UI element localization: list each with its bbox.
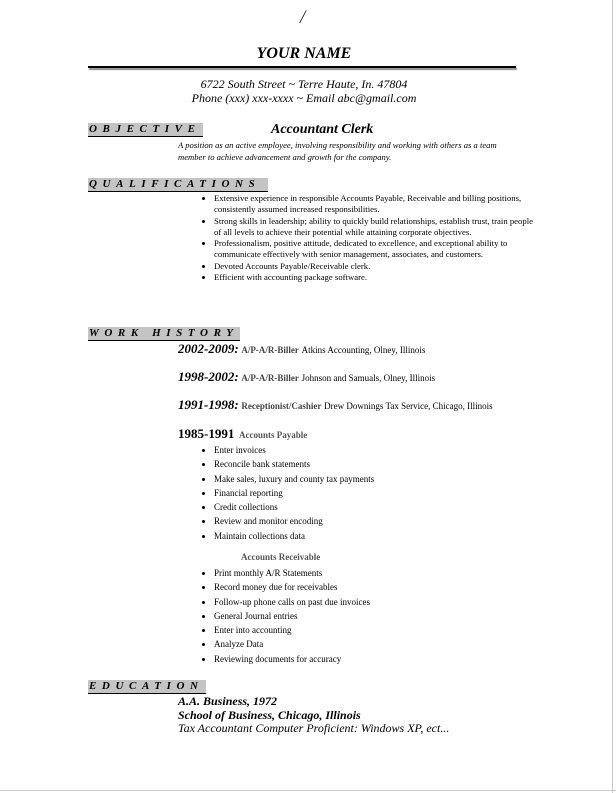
qualifications-heading: QUALIFICATIONS — [88, 178, 268, 192]
list-item: • Analyze Data — [214, 637, 514, 651]
address-line: 6722 South Street ~ Terre Haute, In. 47804 — [200, 77, 408, 91]
contact-line: Phone (xxx) xxx-xxxx ~ Email abc@gmail.com — [191, 91, 417, 105]
accounts-payable-label: Accounts Payable — [239, 430, 308, 440]
job-role: A/P-A/R-Biller — [241, 345, 299, 355]
list-item: • Credit collections — [214, 500, 514, 514]
education-degree: A.A. Business, 1972 — [178, 694, 278, 708]
name-divider — [88, 66, 516, 68]
education-heading: EDUCATION — [88, 680, 206, 694]
payable-task-list — [198, 443, 514, 543]
education-note: Tax Accountant Computer Proficient: Windows XP, ect... — [178, 721, 450, 735]
job-company: Johnson and Samuals, Olney, Illinois — [301, 373, 436, 383]
qualifications-list — [198, 193, 536, 283]
list-item: • Enter invoices — [214, 443, 514, 457]
job-years: 2002-2009: — [178, 341, 239, 356]
list-item: • Financial reporting — [214, 486, 514, 500]
resume-name: YOUR NAME — [256, 45, 352, 62]
list-item: • Extensive experience in responsible Accounts Payable, Receivable and billing positions, consistently assumed increased responsibilities. — [214, 193, 536, 216]
list-item: • Record money due for receivables — [214, 580, 514, 594]
job-entry — [178, 341, 425, 357]
list-item: • Review and monitor encoding — [214, 514, 514, 528]
list-item: • Print monthly A/R Statements — [214, 566, 514, 580]
objective-text: A position as an active employee, involving responsibility and working with others as a team member to achieve advancement and growth for the company. — [178, 140, 497, 162]
objective-heading: OBJECTIVE — [88, 123, 203, 137]
job-role: A/P-A/R-Biller — [241, 373, 299, 383]
list-item: • Reviewing documents for accuracy — [214, 652, 514, 666]
receivable-task-list — [198, 566, 514, 666]
job-company: Drew Downings Tax Service, Chicago, Illinois — [324, 401, 493, 411]
page-right-edge — [612, 0, 613, 793]
list-item: • Efficient with accounting package software. — [214, 272, 536, 283]
list-item: • Enter into accounting — [214, 623, 514, 637]
job-years: 1991-1998: — [178, 397, 239, 412]
job-entry — [178, 397, 493, 413]
text-cursor: / — [300, 7, 306, 28]
job-title: Accountant Clerk — [271, 122, 374, 137]
job-company: Atkins Accounting, Olney, Illinois — [301, 345, 426, 355]
list-item: • Devoted Accounts Payable/Receivable clerk. — [214, 261, 536, 272]
list-item: • Maintain collections data — [214, 529, 514, 543]
job-years: 1985-1991 — [178, 426, 235, 441]
job-years: 1998-2002: — [178, 369, 239, 384]
list-item: • Strong skills in leadership; ability to quickly build relationships, establish trust, train people of all levels to achieve their potential while attaining corporate objectives. — [214, 216, 536, 239]
education-school: School of Business, Chicago, Illinois — [178, 708, 361, 722]
work-history-heading: WORK HISTORY — [89, 327, 239, 339]
list-item: • Follow-up phone calls on past due invoices — [214, 595, 514, 609]
list-item: • Professionalism, positive attitude, dedicated to excellence, and exceptional ability to communicate effectively with senior management, associates, and customers. — [214, 238, 536, 261]
accounts-receivable-label: Accounts Receivable — [241, 552, 321, 562]
list-item: • Reconcile bank statements — [214, 457, 514, 471]
list-item: • Make sales, luxury and county tax payments — [214, 472, 514, 486]
job-entry — [178, 426, 234, 442]
job-entry — [178, 369, 435, 385]
job-role: Receptionist/Cashier — [241, 401, 322, 411]
page-bottom-edge — [0, 790, 616, 791]
list-item: • General Journal entries — [214, 609, 514, 623]
